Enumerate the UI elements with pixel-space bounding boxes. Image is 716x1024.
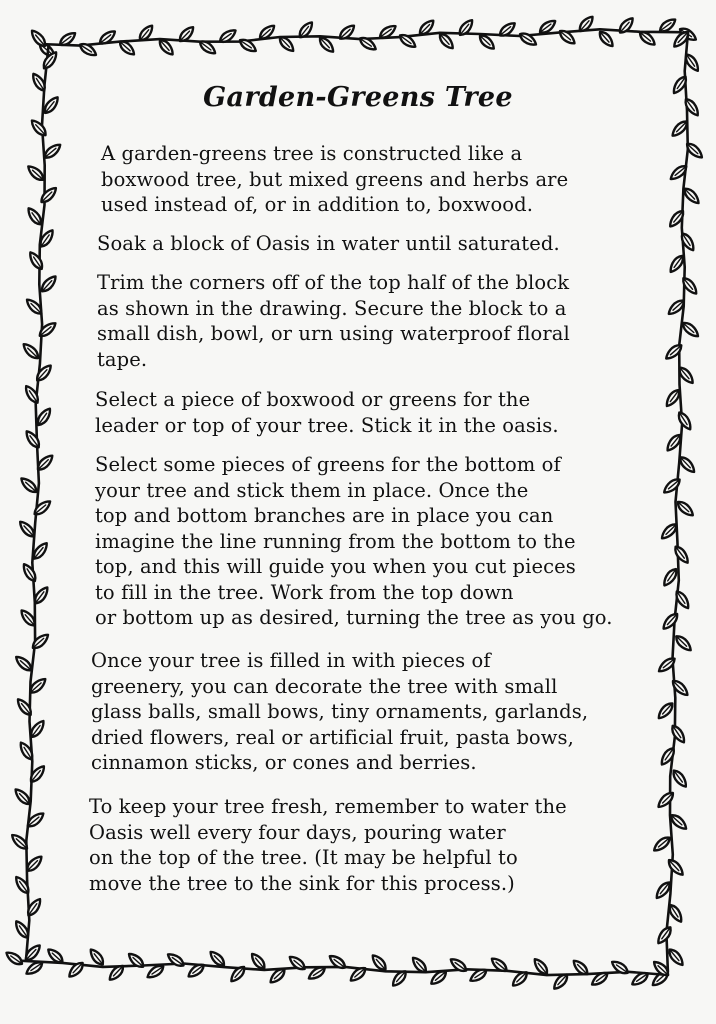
paragraph-leader: Select a piece of boxwood or greens for the leader or top of your tree. Stick it in the oasis. xyxy=(95,388,559,437)
paragraph-bottom: Select some pieces of greens for the bottom of your tree and stick them in place. Once the top and bottom branches are in place you can imagine the line running from the bottom to the top, and this will guide you when you cut pieces to fill in the tree. Work from the top down or bottom up as desired, turning the tree as you go. xyxy=(95,453,613,629)
paragraph-fresh: To keep your tree fresh, remember to water the Oasis well every four days, pouring water on the top of the tree. (It may be helpful to move the tree to the sink for this process.) xyxy=(89,795,567,895)
paragraph-intro: A garden-greens tree is constructed like a boxwood tree, but mixed greens and herbs are used instead of, or in addition to, boxwood. xyxy=(101,142,569,216)
paragraph-trim: Trim the corners off of the top half of the block as shown in the drawing. Secure the block to a small dish, bowl, or urn using waterproof floral tape. xyxy=(97,271,570,371)
page-title: Garden-Greens Tree xyxy=(203,82,513,113)
paragraph-soak: Soak a block of Oasis in water until saturated. xyxy=(97,232,560,255)
paragraph-decorate: Once your tree is filled in with pieces of greenery, you can decorate the tree with small glass balls, small bows, tiny ornaments, garlands, dried flowers, real or artificial fruit, pasta bows, cinnamon sticks, or cones and berries. xyxy=(91,649,589,774)
